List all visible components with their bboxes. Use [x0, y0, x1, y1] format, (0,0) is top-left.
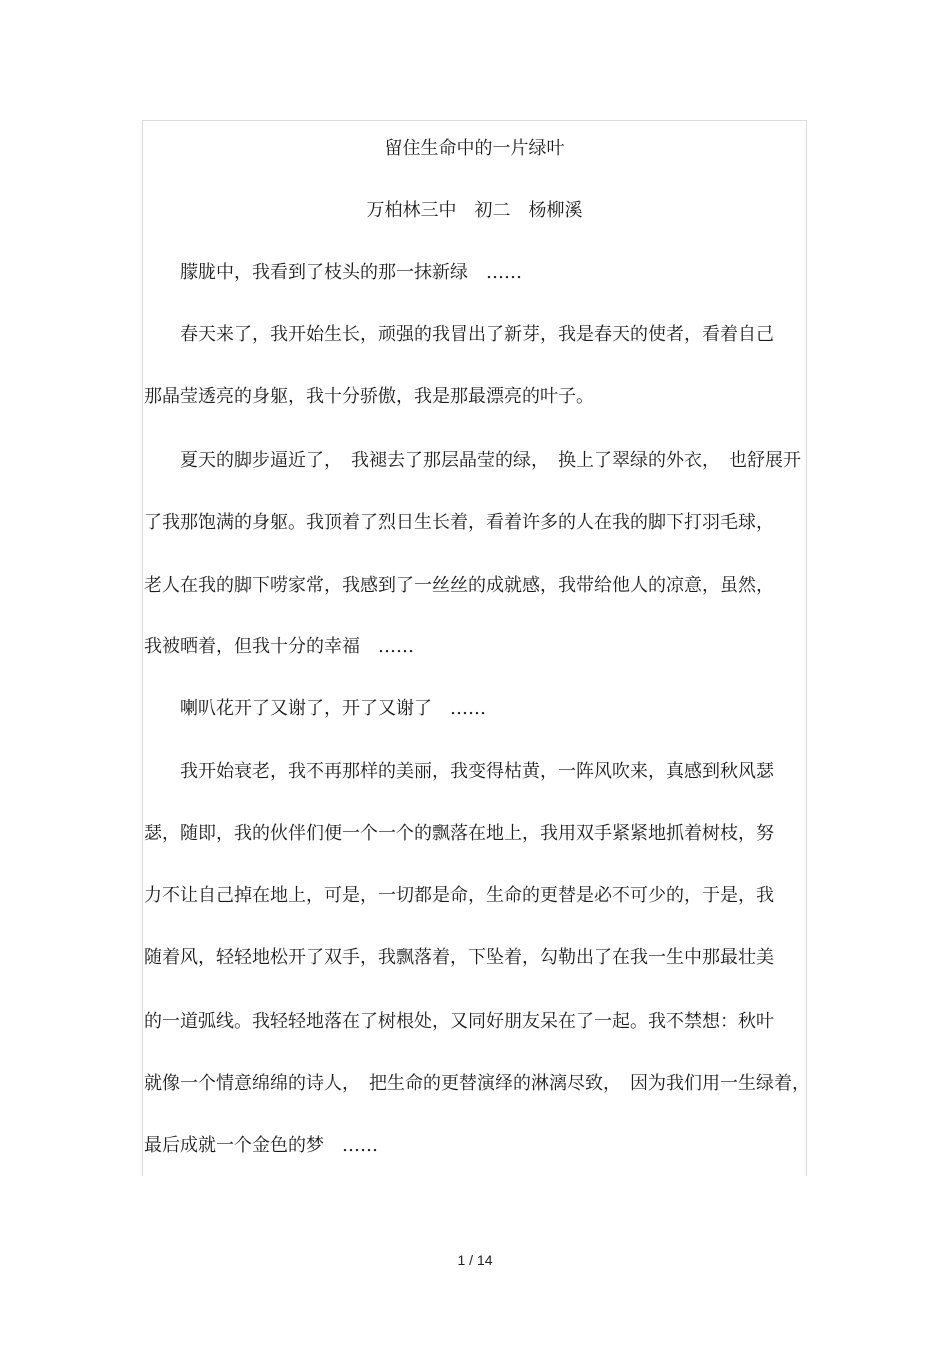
body-line: 随着风，轻轻地松开了双手，我飘落着，下坠着，勾勒出了在我一生中那最壮美 — [144, 947, 774, 968]
page-indicator: 1 / 14 — [457, 1252, 493, 1268]
body-line: 我开始衰老，我不再那样的美丽，我变得枯黄，一阵风吹来，真感到秋风瑟 — [144, 761, 774, 782]
body-line: 老人在我的脚下唠家常，我感到了一丝丝的成就感，我带给他人的凉意，虽然， — [144, 575, 774, 596]
document-title: 留住生命中的一片绿叶 — [384, 138, 565, 159]
body-line: 喇叭花开了又谢了，开了又谢了 …… — [144, 698, 486, 719]
body-line: 朦胧中，我看到了枝头的那一抹新绿 …… — [144, 262, 522, 283]
body-line: 最后成就一个金色的梦 …… — [144, 1135, 378, 1156]
author-line: 万柏林三中 初二 杨柳溪 — [366, 200, 583, 221]
body-line: 了我那饱满的身躯。我顶着了烈日生长着，看着许多的人在我的脚下打羽毛球， — [144, 512, 774, 533]
body-line: 春天来了，我开始生长，顽强的我冒出了新芽，我是春天的使者，看着自己 — [144, 324, 774, 345]
body-line: 的一道弧线。我轻轻地落在了树根处，又同好朋友呆在了一起。我不禁想：秋叶 — [144, 1011, 774, 1032]
body-line: 我被晒着，但我十分的幸福 …… — [144, 636, 414, 657]
body-line: 夏天的脚步逼近了， 我褪去了那层晶莹的绿， 换上了翠绿的外衣， 也舒展开 — [144, 450, 801, 471]
body-line: 就像一个情意绵绵的诗人， 把生命的更替演绎的淋漓尽致， 因为我们用一生绿着， — [144, 1073, 810, 1094]
body-line: 瑟，随即，我的伙伴们便一个一个的飘落在地上，我用双手紧紧地抓着树枝，努 — [144, 823, 774, 844]
body-line: 那晶莹透亮的身躯，我十分骄傲，我是那最漂亮的叶子。 — [144, 386, 594, 407]
body-line: 力不让自己掉在地上，可是，一切都是命，生命的更替是必不可少的，于是，我 — [144, 885, 774, 906]
